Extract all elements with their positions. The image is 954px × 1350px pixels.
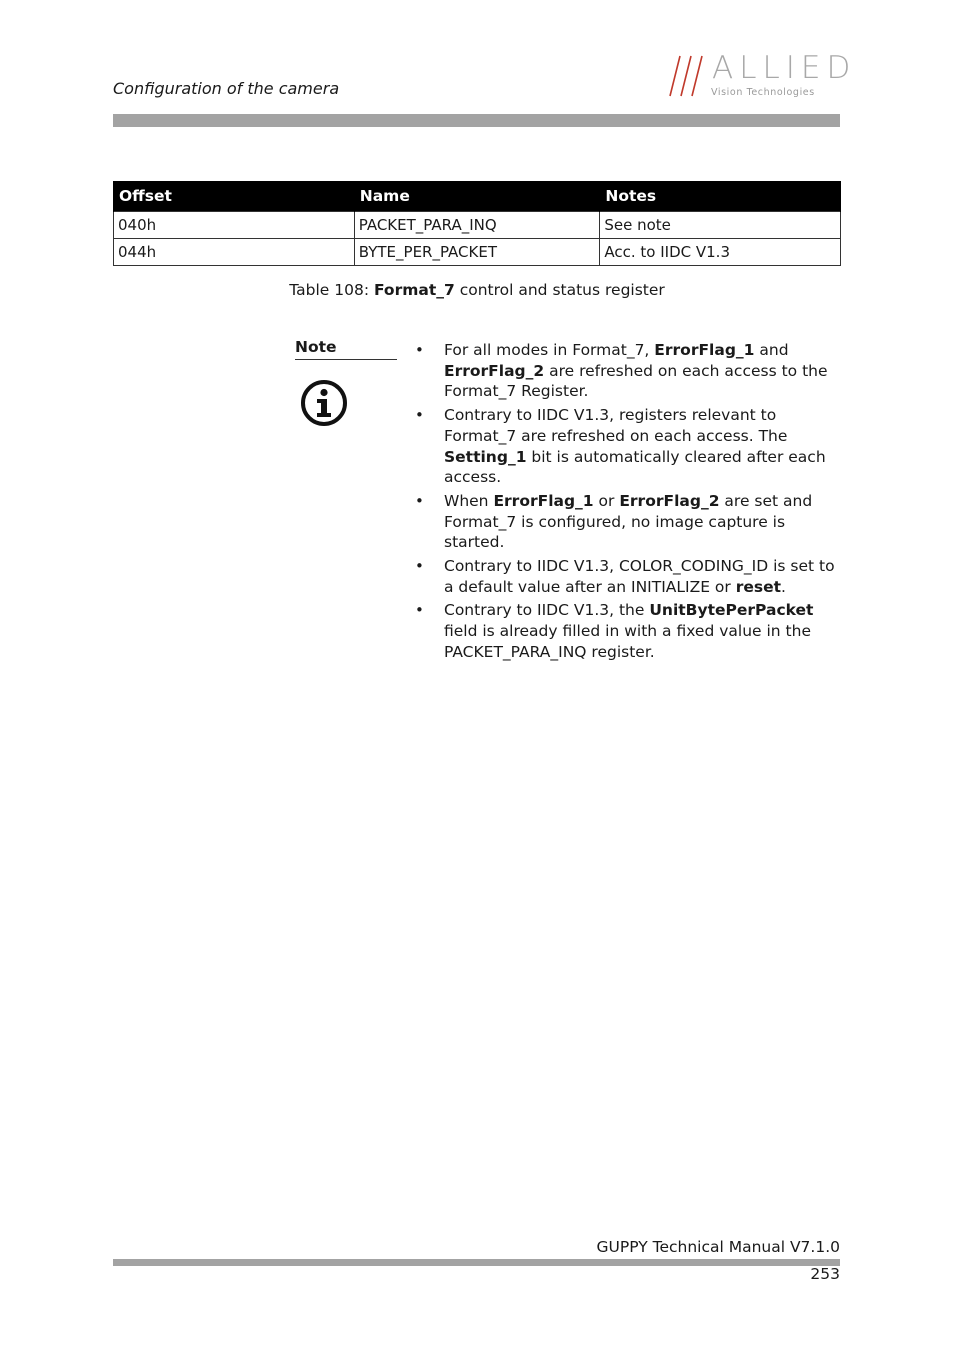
note-bold-text: ErrorFlag_1 [493, 491, 594, 510]
note-item [415, 491, 845, 553]
note-text: Contrary to IIDC V1.3, registers relevant to Format_7 are refreshed on each access. The [444, 406, 788, 445]
column-header-name: Name [354, 181, 600, 212]
note-bold-text: Setting_1 [444, 447, 527, 466]
note-text: bit is automatically cleared after each access. [444, 447, 826, 487]
note-text: For all modes in Format_7, [444, 341, 655, 359]
note-text: Contrary to IIDC V1.3, COLOR_CODING_ID is set to a default value after an INITIALIZE or [444, 557, 835, 596]
table-caption [113, 281, 841, 299]
note-label: Note [295, 338, 397, 360]
logo-wordmark: ALLIED [712, 50, 857, 86]
cell-name: PACKET_PARA_INQ [354, 212, 600, 239]
caption-prefix: Table 108: [289, 281, 374, 299]
column-header-offset: Offset [114, 181, 355, 212]
cell-name: BYTE_PER_PACKET [354, 239, 600, 266]
bullet-icon: • [415, 557, 424, 576]
note-item [415, 556, 845, 597]
note-item [415, 340, 845, 402]
note-text: or [593, 491, 620, 510]
table-header-row [114, 181, 841, 212]
cell-offset: 044h [114, 239, 355, 266]
note-item [415, 600, 845, 662]
note-text: are refreshed on each access to the Format_7 Register. [444, 361, 828, 401]
table-row [114, 239, 841, 266]
info-icon [300, 379, 348, 427]
bullet-icon: • [415, 406, 424, 425]
footer-rule [113, 1259, 840, 1266]
column-header-notes: Notes [600, 181, 841, 212]
cell-notes: See note [600, 212, 841, 239]
section-title: Configuration of the camera [113, 79, 340, 98]
allied-logo [668, 50, 857, 100]
note-list [415, 340, 845, 666]
note-item [415, 405, 845, 488]
page-number: 253 [810, 1265, 840, 1283]
header-rule [113, 114, 840, 127]
note-text: When [444, 491, 494, 510]
cell-notes: Acc. to IIDC V1.3 [600, 239, 841, 266]
manual-title: GUPPY Technical Manual V7.1.0 [596, 1238, 840, 1256]
caption-bold: Format_7 [373, 281, 455, 299]
note-bold-text: ErrorFlag_1 [654, 341, 755, 359]
note-bold-text: ErrorFlag_2 [444, 361, 545, 380]
register-table [113, 181, 841, 266]
note-bold-text: UnitBytePerPacket [649, 601, 814, 620]
note-text: field is already filled in with a fixed value in the PACKET_PARA_INQ register. [444, 622, 811, 661]
note-bold-text: reset [735, 577, 782, 596]
note-text: and [754, 341, 789, 359]
table-row [114, 212, 841, 239]
note-text: . [781, 577, 786, 596]
cell-offset: 040h [114, 212, 355, 239]
bullet-icon: • [415, 601, 424, 620]
note-text: are set and Format_7 is configured, no image capture is started. [444, 491, 813, 552]
logo-slashes-icon [668, 52, 712, 100]
caption-suffix: control and status register [454, 281, 665, 299]
bullet-icon: • [415, 491, 424, 510]
bullet-icon: • [415, 341, 424, 359]
note-bold-text: ErrorFlag_2 [619, 491, 720, 510]
logo-tagline: Vision Technologies [711, 87, 815, 98]
note-text: Contrary to IIDC V1.3, the [444, 601, 650, 620]
